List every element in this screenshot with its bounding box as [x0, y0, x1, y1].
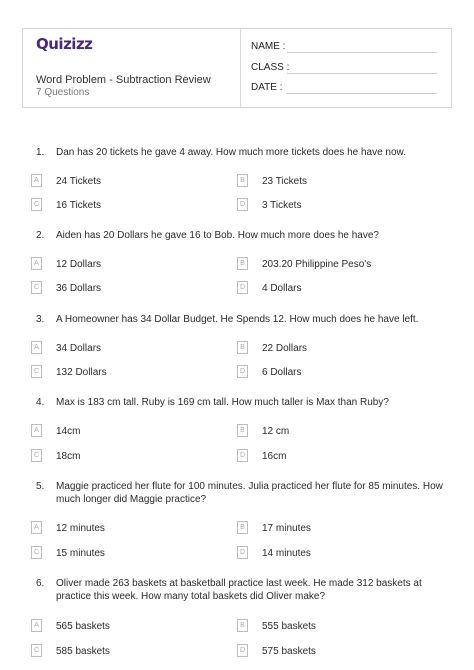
option-letter-box: C [31, 365, 42, 378]
question-number: 4. [36, 397, 45, 408]
option-label: 18cm [56, 451, 81, 462]
worksheet-title: Word Problem - Subtraction Review [36, 74, 211, 86]
option-letter-box: B [237, 341, 248, 354]
option-letter-box: D [237, 281, 248, 294]
name-label: NAME : [251, 41, 286, 52]
question-number: 5. [36, 481, 45, 492]
option-label: 3 Tickets [262, 200, 302, 211]
option-letter-box: B [237, 521, 248, 534]
option-label: 575 baskets [262, 646, 316, 657]
quizizz-logo: Quizizz [36, 35, 93, 53]
option-letter-box: C [31, 281, 42, 294]
option-label: 12 Dollars [56, 259, 102, 270]
question-text: Maggie practiced her flute for 100 minutes. Julia practiced her flute for 85 minutes. How much longer did Maggie practice? [56, 481, 443, 505]
option-label: 22 Dollars [262, 343, 308, 354]
option-letter-box: D [237, 198, 248, 211]
option-letter-box: A [31, 174, 42, 187]
option-letter-box: D [237, 644, 248, 657]
option-label: 16cm [262, 451, 287, 462]
option-letter-box: B [237, 619, 248, 632]
option-letter-box: D [237, 365, 248, 378]
option-label: 14cm [56, 426, 81, 437]
option-letter-box: C [31, 449, 42, 462]
date-label: DATE : [251, 82, 283, 93]
option-letter-box: A [31, 341, 42, 354]
option-label: 203.20 Philippine Peso's [262, 259, 372, 270]
option-label: 36 Dollars [56, 283, 102, 294]
name-field[interactable] [287, 52, 437, 53]
option-letter-box: A [31, 257, 42, 270]
class-label: CLASS : [251, 62, 290, 73]
option-label: 4 Dollars [262, 283, 302, 294]
option-label: 132 Dollars [56, 367, 107, 378]
option-label: 17 minutes [262, 523, 311, 534]
option-label: 14 minutes [262, 548, 311, 559]
option-letter-box: B [237, 174, 248, 187]
option-label: 6 Dollars [262, 367, 302, 378]
question-number: 2. [36, 230, 45, 241]
class-field[interactable] [287, 73, 437, 74]
option-label: 565 baskets [56, 621, 110, 632]
question-text: Max is 183 cm tall. Ruby is 169 cm tall. How much taller is Max than Ruby? [56, 397, 389, 408]
question-text: Oliver made 263 baskets at basketball practice last week. He made 312 baskets at practice this week. How many total baskets did Oliver make? [56, 578, 422, 602]
option-letter-box: C [31, 644, 42, 657]
option-letter-box: D [237, 546, 248, 559]
option-letter-box: A [31, 619, 42, 632]
question-text: Dan has 20 tickets he gave 4 away. How much more tickets does he have now. [56, 147, 406, 158]
option-label: 23 Tickets [262, 176, 308, 187]
question-text: Aiden has 20 Dollars he gave 16 to Bob. How much more does he have? [56, 230, 379, 241]
date-field[interactable] [287, 93, 437, 94]
option-label: 12 minutes [56, 523, 105, 534]
option-label: 16 Tickets [56, 200, 102, 211]
option-label: 12 cm [262, 426, 290, 437]
question-text: A Homeowner has 34 Dollar Budget. He Spends 12. How much does he have left. [56, 314, 419, 325]
option-letter-box: A [31, 521, 42, 534]
option-label: 24 Tickets [56, 176, 102, 187]
option-letter-box: D [237, 449, 248, 462]
option-label: 34 Dollars [56, 343, 102, 354]
header-divider [240, 28, 241, 108]
question-number: 6. [36, 578, 45, 589]
option-letter-box: B [237, 257, 248, 270]
option-letter-box: A [31, 424, 42, 437]
option-letter-box: B [237, 424, 248, 437]
option-label: 585 baskets [56, 646, 110, 657]
option-letter-box: C [31, 546, 42, 559]
option-label: 15 minutes [56, 548, 105, 559]
question-number: 1. [36, 147, 45, 158]
option-letter-box: C [31, 198, 42, 211]
option-label: 555 baskets [262, 621, 316, 632]
worksheet-subtitle: 7 Questions [36, 87, 90, 98]
question-number: 3. [36, 314, 45, 325]
